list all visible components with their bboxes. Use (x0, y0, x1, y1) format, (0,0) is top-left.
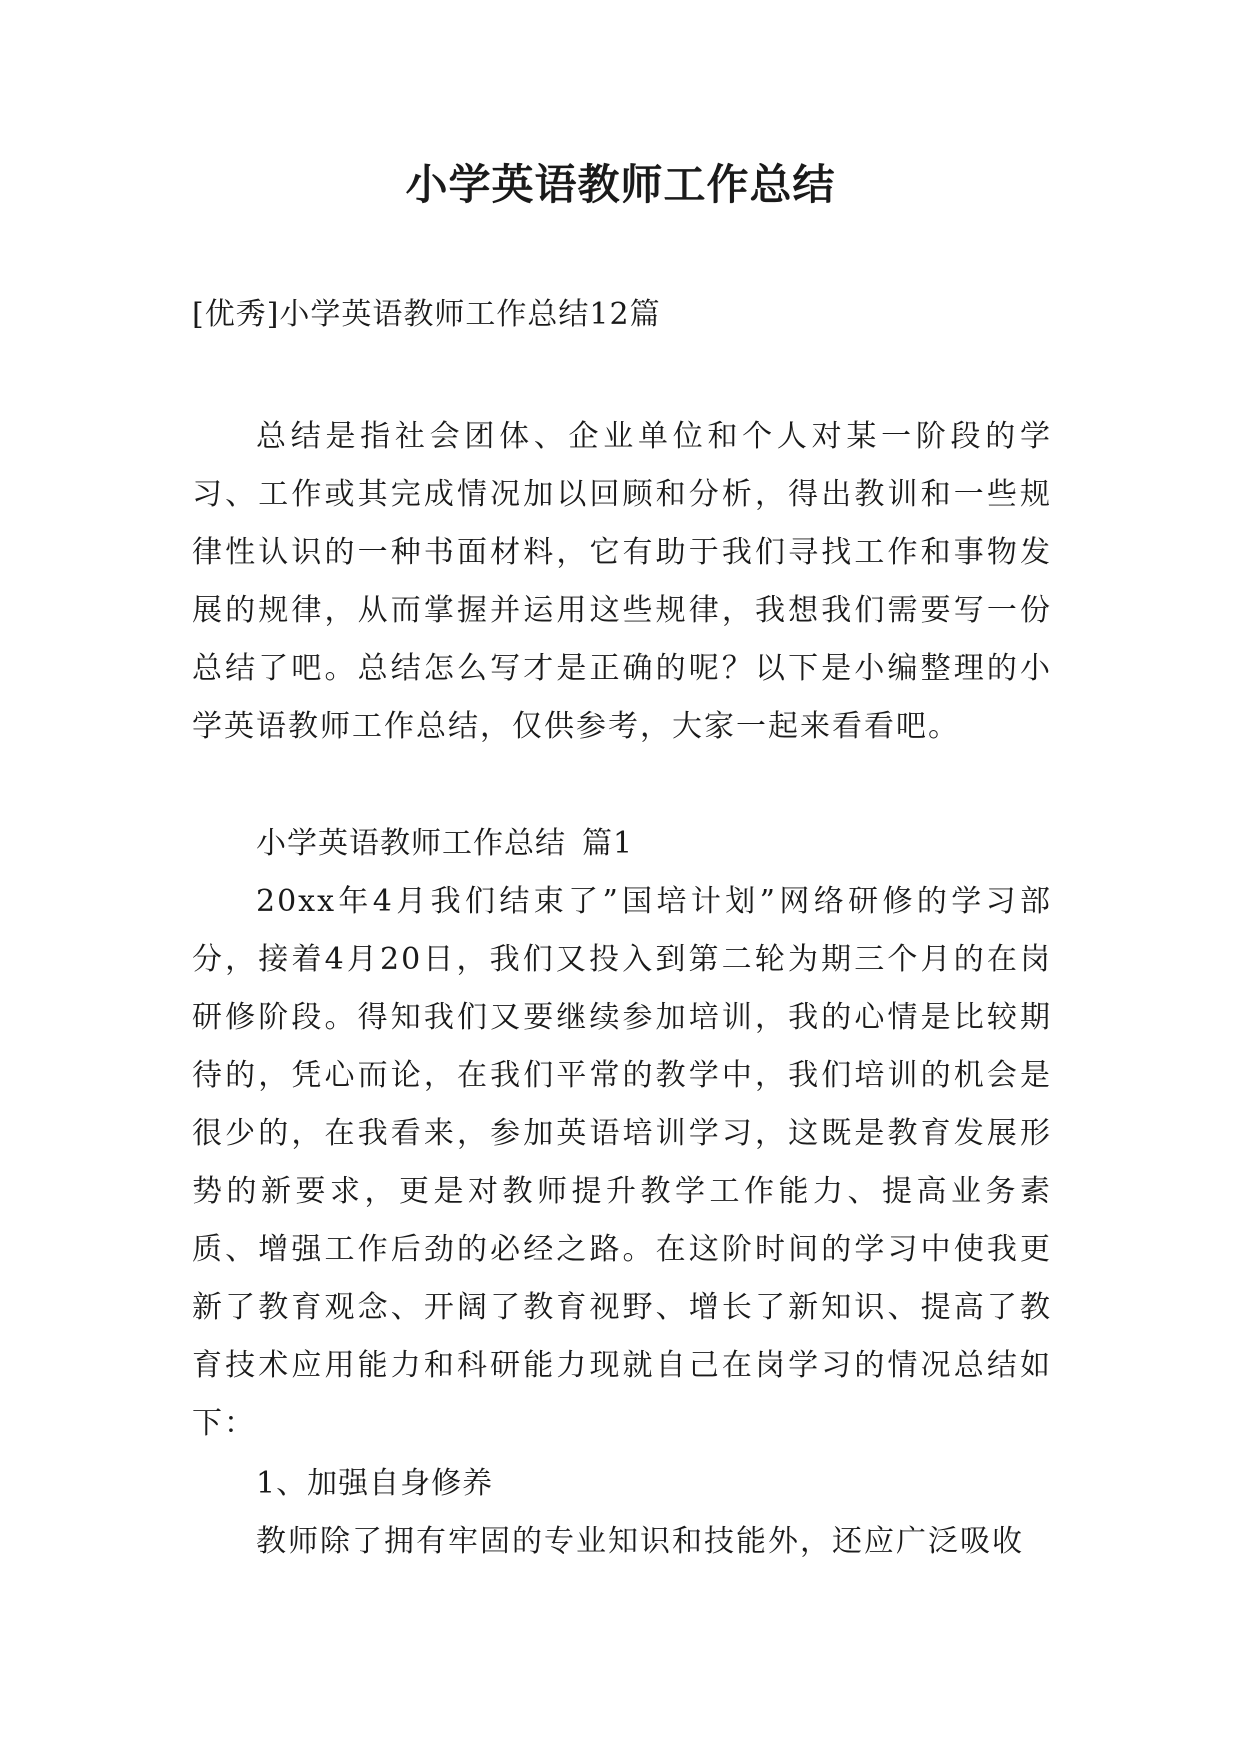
body-paragraph-1: 20xx年4月我们结束了”国培计划”网络研修的学习部分，接着4月20日，我们又投入到第二轮为期三个月的在岗研修阶段。得知我们又要继续参加培训，我的心情是比较期待的，凭心而论，在我们平常的教学中，我们培训的机会是很少的，在我看来，参加英语培训学习，这既是教育发展形势的新要求，更是对教师提升教学工作能力、提高业务素质、增强工作后劲的必经之路。在这阶时间的学习中使我更新了教育观念、开阔了教育视野、增长了新知识、提高了教育技术应用能力和科研能力现就自己在岗学习的情况总结如下： (192, 884, 1052, 1441)
item-heading: 1、加强自身修养 (256, 1466, 494, 1501)
document-subtitle: [优秀]小学英语教师工作总结12篇 (192, 297, 661, 332)
section-heading (256, 815, 633, 873)
intro-paragraph: 总结是指社会团体、企业单位和个人对某一阶段的学习、工作或其完成情况加以回顾和分析，得出教训和一些规律性认识的一种书面材料，它有助于我们寻找工作和事物发展的规律，从而掌握并运用这些规律，我想我们需要写一份总结了吧。总结怎么写才是正确的呢？以下是小编整理的小学英语教师工作总结，仅供参考，大家一起来看看吧。 (192, 419, 1052, 744)
section-title: 小学英语教师工作总结 (256, 826, 566, 861)
body-paragraph-2: 教师除了拥有牢固的专业知识和技能外，还应广泛吸收 (256, 1524, 1024, 1559)
section-part-label: 篇1 (582, 826, 634, 861)
document-title: 小学英语教师工作总结 (405, 160, 836, 209)
